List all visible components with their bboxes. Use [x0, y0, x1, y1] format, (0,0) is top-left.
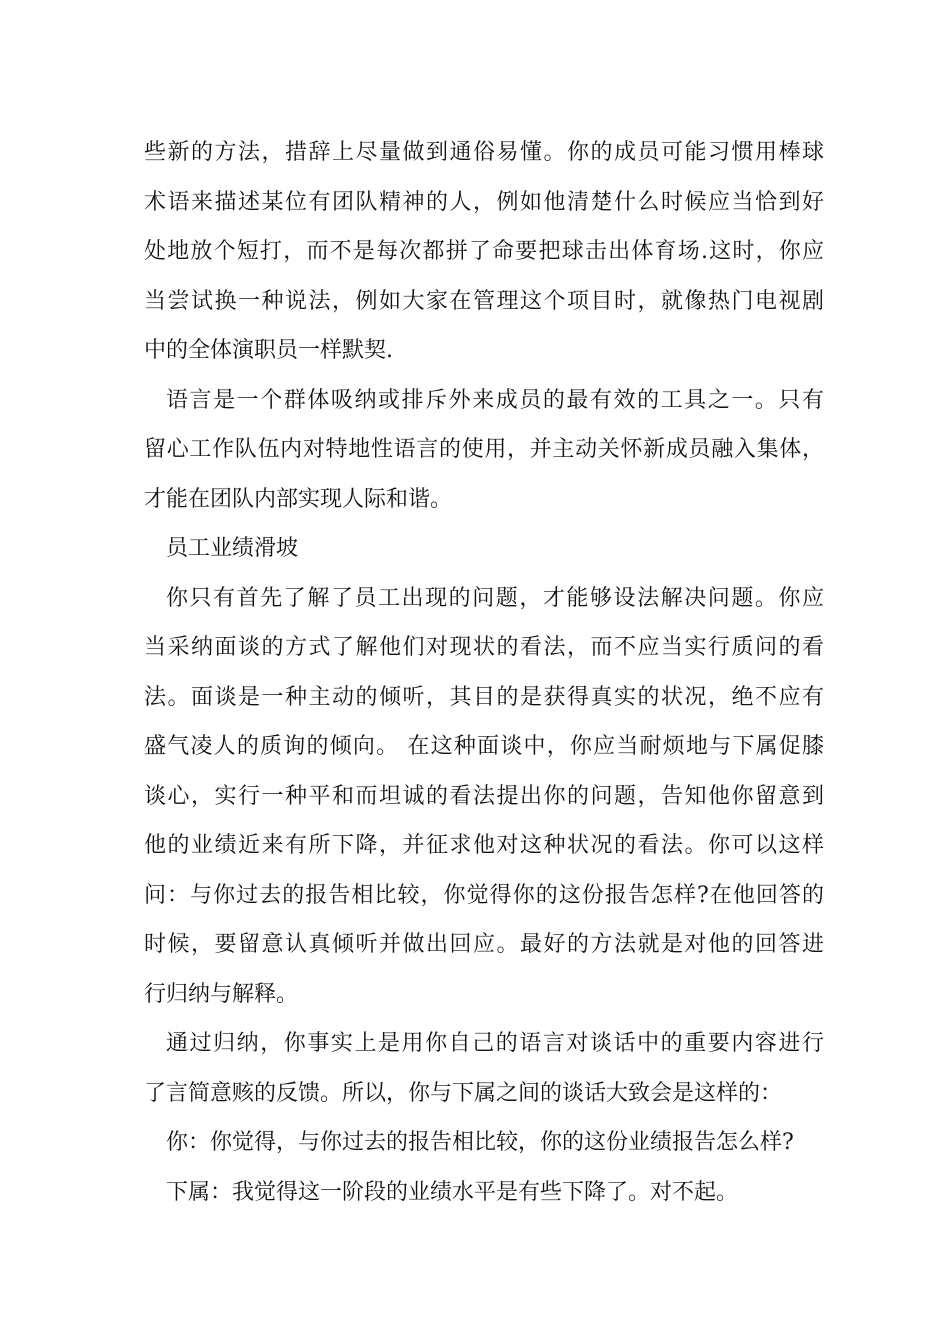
paragraph-line: 留心工作队伍内对特地性语言的使用，并主动关怀新成员融入集体，: [144, 437, 824, 462]
section-heading: [144, 524, 824, 574]
section-heading-text: 员工业绩滑坡: [166, 536, 299, 561]
paragraph-line: 他的业绩近来有所下降，并征求他对这种状况的看法。你可以这样: [144, 833, 824, 858]
dialogue-subordinate: [144, 1168, 824, 1218]
paragraph-line: 才能在团队内部实现人际和谐。: [144, 486, 453, 512]
paragraph-line: 当尝试换一种说法，例如大家在管理这个项目时，就像热门电视剧: [144, 288, 824, 314]
paragraph-line: 了言简意赅的反馈。所以，你与下属之间的谈话大致会是这样的：: [144, 1080, 783, 1106]
paragraph-line: 问：与你过去的报告相比较，你觉得你的这份报告怎样?在他回答的: [144, 882, 824, 908]
dialogue-line: 下属：我觉得这一阶段的业绩水平是有些下降了。对不起。: [166, 1179, 739, 1205]
paragraph-line: 语言是一个群体吸纳或排斥外来成员的最有效的工具之一。只有: [166, 387, 824, 413]
paragraph-line: 处地放个短打，而不是每次都拼了命要把球击出体育场.这时，你应: [144, 239, 824, 264]
paragraph-line: 术语来描述某位有团队精神的人，例如他清楚什么时候应当恰到好: [144, 189, 824, 215]
paragraph-line: 行归纳与解释。: [144, 981, 299, 1007]
paragraph-line: 中的全体演职员一样默契.: [144, 338, 393, 363]
dialogue-you: [144, 1118, 824, 1168]
paragraph-line: 谈心，实行一种平和而坦诚的看法提出你的问题，告知他你留意到: [144, 783, 824, 809]
paragraph-line: 你只有首先了解了员工出现的问题，才能够设法解决问题。你应: [166, 585, 824, 611]
paragraph-line: 些新的方法，措辞上尽量做到通俗易懂。你的成员可能习惯用棒球: [144, 140, 824, 165]
document-body: [144, 128, 824, 1217]
paragraph-line: 通过归纳，你事实上是用你自己的语言对谈话中的重要内容进行: [166, 1031, 824, 1056]
paragraph-baseball-terms: [144, 128, 824, 376]
paragraph-summarize: [144, 1019, 824, 1118]
dialogue-line: 你：你觉得，与你过去的报告相比较，你的这份业绩报告怎么样?: [166, 1130, 794, 1155]
paragraph-line: 时候，要留意认真倾听并做出回应。最好的方法就是对他的回答进: [144, 932, 824, 957]
paragraph-interview: [144, 574, 824, 1020]
paragraph-line: 盛气凌人的质询的倾向。 在这种面谈中，你应当耐烦地与下属促膝: [144, 734, 824, 759]
paragraph-language-tool: [144, 376, 824, 525]
paragraph-line: 法。面谈是一种主动的倾听，其目的是获得真实的状况，绝不应有: [144, 684, 824, 710]
paragraph-line: 当采纳面谈的方式了解他们对现状的看法，而不应当实行质问的看: [144, 635, 824, 660]
